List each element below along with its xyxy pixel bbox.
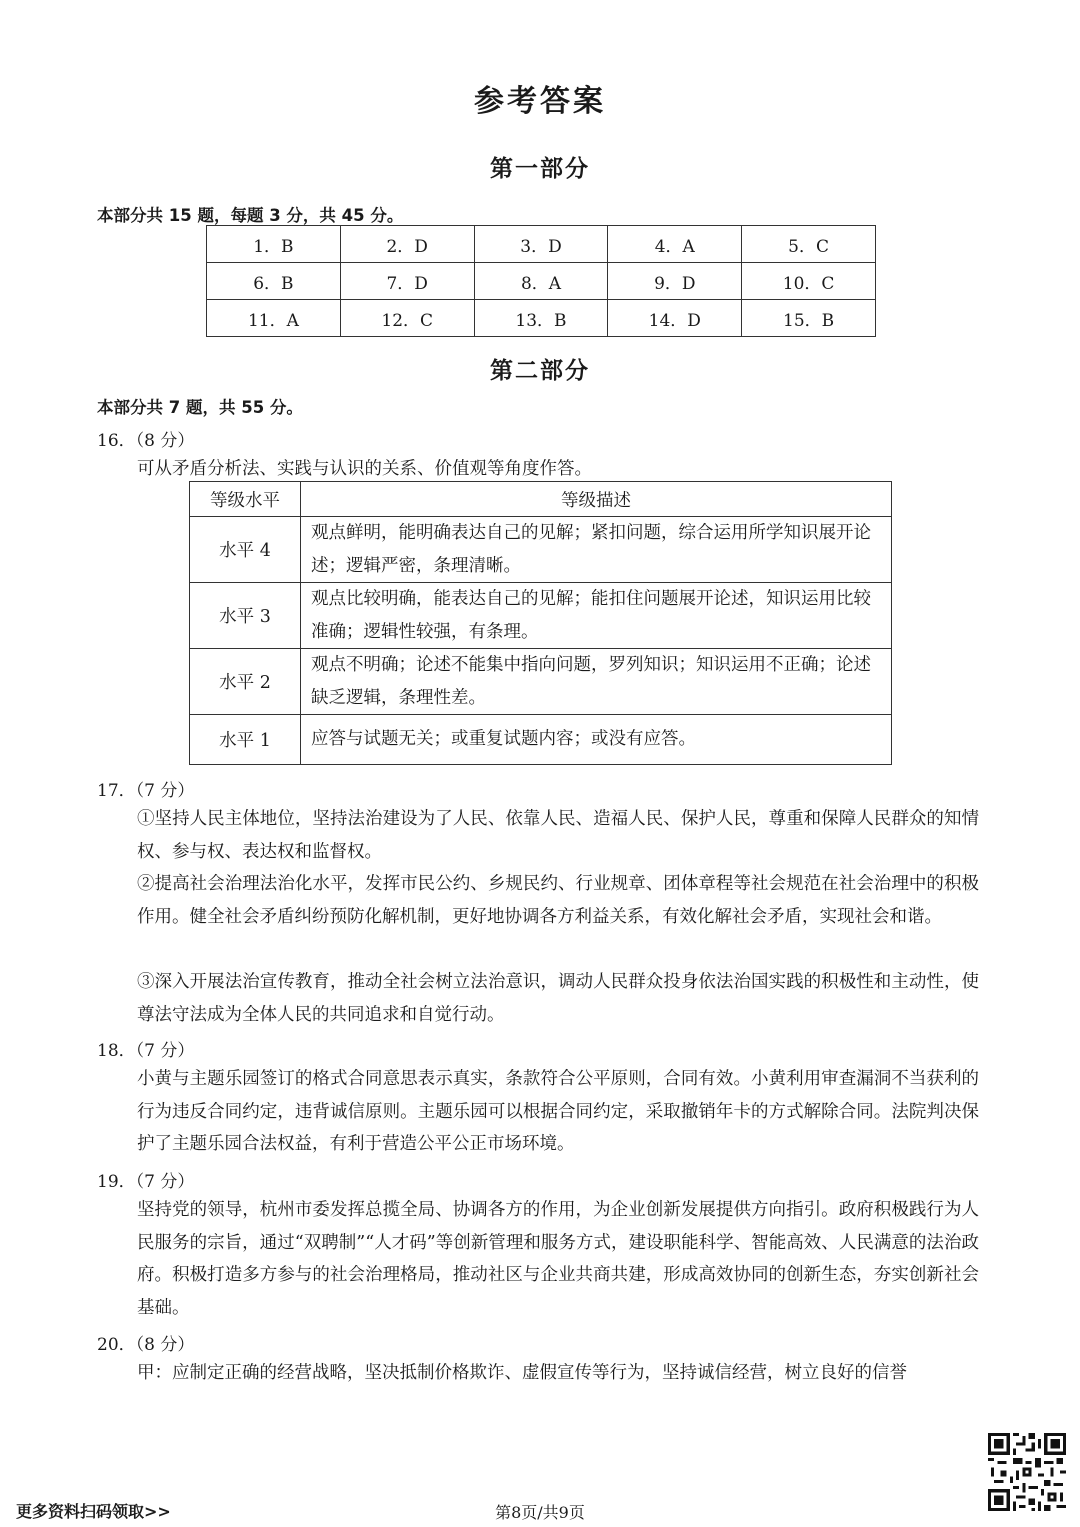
q18-heading: 18．（7 分）: [97, 1041, 195, 1061]
part1-intro: 本部分共 15 题，每题 3 分，共 45 分。: [97, 206, 404, 225]
answer-table: [206, 225, 876, 337]
answer-cell: 7．D: [340, 263, 474, 300]
part2-intro: 本部分共 7 题，共 55 分。: [97, 398, 303, 417]
q17-heading: 17．（7 分）: [97, 781, 195, 801]
level-cell: 水平 4: [190, 517, 301, 583]
q20-heading: 20．（8 分）: [97, 1335, 195, 1355]
table-row: [190, 649, 892, 715]
answer-cell: 11．A: [207, 300, 341, 337]
table-row: [207, 300, 876, 337]
part2-heading: 第二部分: [490, 358, 590, 384]
answer-cell: 4．A: [608, 226, 742, 263]
level-cell: 水平 3: [190, 583, 301, 649]
answer-cell: 10．C: [742, 263, 876, 300]
footer-promo: 更多资料扫码领取>>: [16, 1502, 171, 1521]
level-cell: 水平 2: [190, 649, 301, 715]
desc-cell: 观点鲜明，能明确表达自己的见解；紧扣问题，综合运用所学知识展开论述；逻辑严密，条理清晰。: [301, 517, 892, 583]
answer-cell: 13．B: [474, 300, 608, 337]
desc-cell: 观点比较明确，能表达自己的见解；能扣住问题展开论述，知识运用比较准确；逻辑性较强，有条理。: [301, 583, 892, 649]
q16-text: 可从矛盾分析法、实践与认识的关系、价值观等角度作答。: [137, 459, 592, 479]
answer-cell: 8．A: [474, 263, 608, 300]
q18-text: 小黄与主题乐园签订的格式合同意思表示真实，条款符合公平原则，合同有效。小黄利用审查漏洞不当获利的行为违反合同约定，违背诚信原则。主题乐园可以根据合同约定，采取撤销年卡的方式解除合同。法院判决保护了主题乐园合法权益，有利于营造公平公正市场环境。: [137, 1069, 979, 1154]
answer-cell: 9．D: [608, 263, 742, 300]
table-row: [190, 583, 892, 649]
table-row: [190, 517, 892, 583]
answer-cell: 3．D: [474, 226, 608, 263]
header-level: 等级水平: [190, 482, 301, 517]
q16-heading: 16．（8 分）: [97, 431, 195, 451]
answer-cell: 6．B: [207, 263, 341, 300]
part1-heading: 第一部分: [490, 156, 590, 182]
q19-heading: 19．（7 分）: [97, 1172, 195, 1192]
answer-cell: 2．D: [340, 226, 474, 263]
table-row: [207, 263, 876, 300]
level-table: [189, 481, 892, 765]
answer-cell: 14．D: [608, 300, 742, 337]
answer-cell: 1．B: [207, 226, 341, 263]
table-row: [190, 715, 892, 765]
table-row: [207, 226, 876, 263]
answer-cell: 5．C: [742, 226, 876, 263]
answer-cell: 15．B: [742, 300, 876, 337]
answer-cell: 12．C: [340, 300, 474, 337]
level-cell: 水平 1: [190, 715, 301, 765]
desc-cell: 应答与试题无关；或重复试题内容；或没有应答。: [301, 715, 892, 765]
header-desc: 等级描述: [301, 482, 892, 517]
q17-point-2: ②提高社会治理法治化水平，发挥市民公约、乡规民约、行业规章、团体章程等社会规范在社会治理中的积极作用。健全社会矛盾纠纷预防化解机制，更好地协调各方利益关系，有效化解社会矛盾，实现社会和谐。: [137, 874, 979, 927]
q17-point-3: ③深入开展法治宣传教育，推动全社会树立法治意识，调动人民群众投身依法治国实践的积极性和主动性，使尊法守法成为全体人民的共同追求和自觉行动。: [137, 972, 979, 1025]
table-header-row: [190, 482, 892, 517]
page-number: 第8页/共9页: [495, 1503, 585, 1522]
q19-text: 坚持党的领导，杭州市委发挥总揽全局、协调各方的作用，为企业创新发展提供方向指引。政府积极践行为人民服务的宗旨，通过“双聘制”“人才码”等创新管理和服务方式，建设职能科学、智能高效、人民满意的法治政府。积极打造多方参与的社会治理格局，推动社区与企业共商共建，形成高效协同的创新生态，夯实创新社会基础。: [137, 1200, 979, 1318]
desc-cell: 观点不明确；论述不能集中指向问题，罗列知识；知识运用不正确；论述缺乏逻辑，条理性差。: [301, 649, 892, 715]
q17-point-1: ①坚持人民主体地位，坚持法治建设为了人民、依靠人民、造福人民、保护人民，尊重和保障人民群众的知情权、参与权、表达权和监督权。: [137, 809, 979, 862]
page-title: 参考答案: [474, 84, 606, 119]
q20-text: 甲：应制定正确的经营战略，坚决抵制价格欺诈、虚假宣传等行为，坚持诚信经营，树立良好的信誉: [137, 1363, 907, 1383]
